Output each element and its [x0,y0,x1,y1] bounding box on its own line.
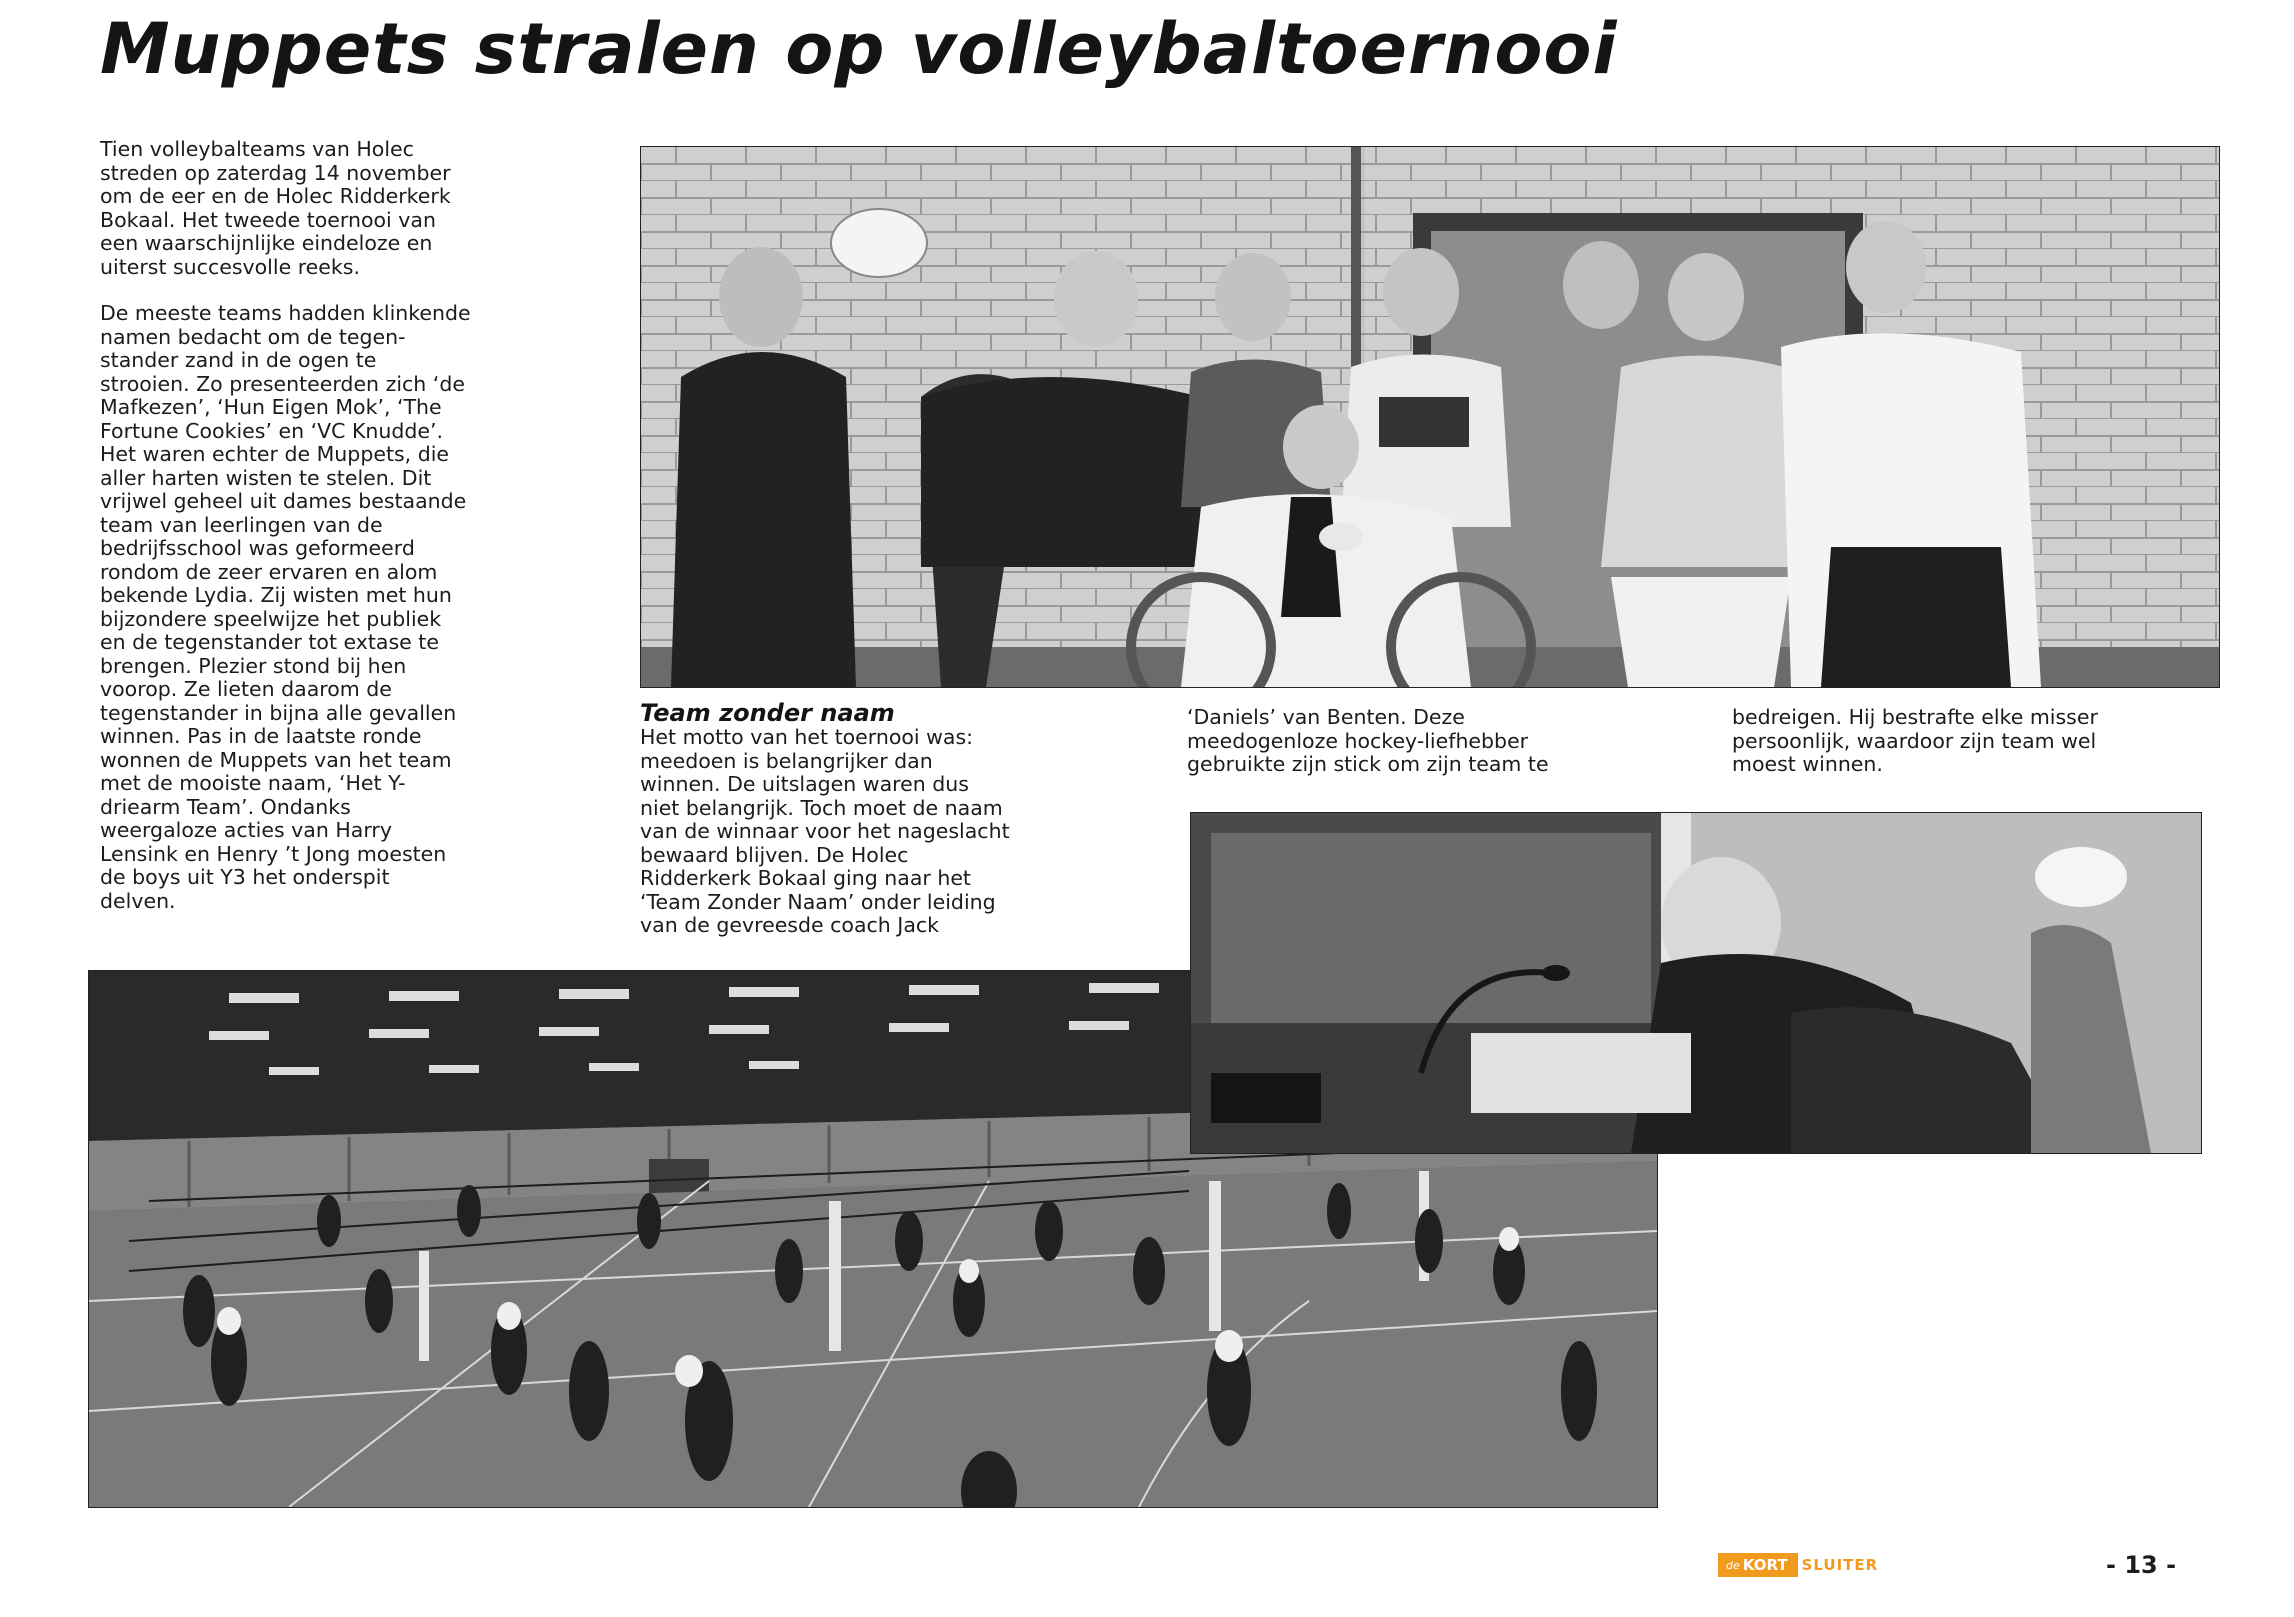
article-intro: Tien volleybalteams van Holec streden op zaterdag 14 november om de eer en de Holec Ridderkerk Bokaal. Het tweede toernooi van een waarschijnlijke eindeloze en uiterst succesvolle reeks. [100,137,451,279]
logo-kort: KORT [1742,1556,1788,1574]
article-column-right-b [1732,706,2252,800]
team-photo [640,146,2220,688]
magazine-logo [1718,1553,1878,1577]
announcer-photo [1190,812,2202,1154]
team-photo-image [641,147,2219,687]
article-column-right-a [1187,706,1707,800]
article-body-coach: ‘Daniels’ van Benten. Deze meedogenloze hockey-liefhebber gebruikte zijn stick om zijn team te [1187,705,1549,776]
article-body-teams: De meeste teams hadden klinkende namen bedacht om de tegen- stander zand in de ogen te strooien. Zo presenteerden zich ‘de Mafkezen’, ‘Hun Eigen Mok’, ‘The Fortune Cookies’ en ‘VC Knudde’. Het waren echter de Muppets, die aller harten wisten te stelen. Dit vrijwel geheel uit dames bestaande team van leerlingen van de bedrijfsschool was geformeerd rondom de zeer ervaren en alom bekende Lydia. Zij wisten met hun bijzondere speelwijze het publiek en de tegenstander tot extase te brengen. Plezier stond bij hen voorop. Ze lieten daarom de tegenstander in bijna alle gevallen winnen. Pas in de laatste ronde wonnen de Muppets van het team met de mooiste naam, ‘Het Y- driearm Team’. Ondanks weergaloze acties van Harry Lensink en Henry ’t Jong moesten de boys uit Y3 het onderspit delven. [100,301,471,913]
page-number: - 13 - [2106,1551,2177,1579]
logo-de: de [1726,1558,1740,1572]
article-body-ending: bedreigen. Hij bestrafte elke misser persoonlijk, waardoor zijn team wel moest winnen. [1732,705,2098,776]
article-headline: Muppets stralen op volleybaltoernooi [100,8,1618,90]
logo-sluiter: SLUITER [1801,1556,1879,1574]
article-column-left [100,138,600,936]
article-body-motto: Het motto van het toernooi was: meedoen is belangrijker dan winnen. De uitslagen waren dus niet belangrijk. Toch moet de naam van de winnaar voor het nageslacht bewaard blijven. De Holec Ridderkerk Bokaal ging naar het ‘Team Zonder Naam’ onder leiding van de gevreesde coach Jack [640,725,1010,937]
article-column-middle [640,700,1140,961]
article-subhead: Team zonder naam [640,699,895,727]
announcer-photo-image [1191,813,2201,1153]
magazine-logo-badge [1718,1553,1798,1577]
